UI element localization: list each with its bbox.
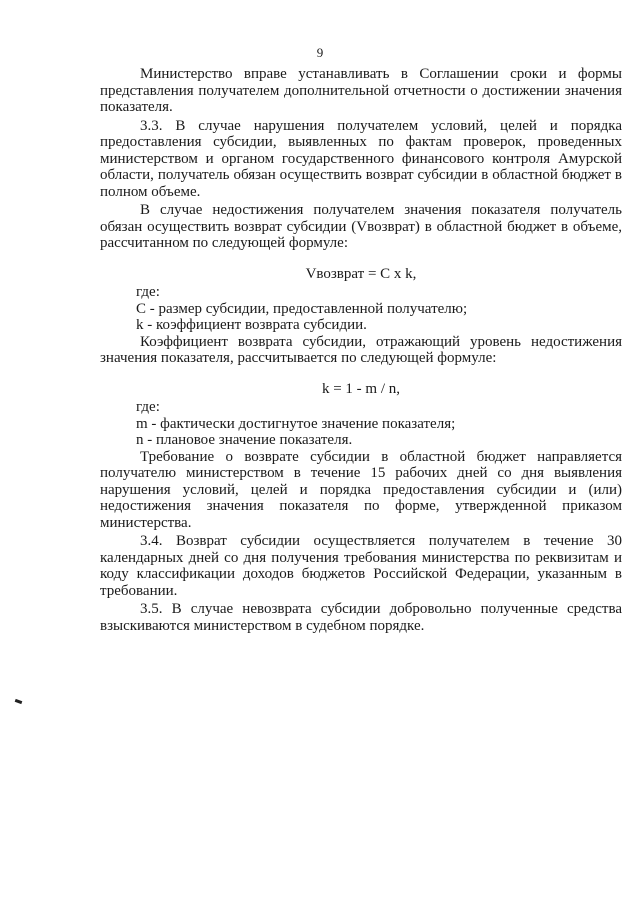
paragraph-reporting-forms: Министерство вправе устанавливать в Соглашении сроки и формы представления получателем дополнительной отчетности о достижении значения показателя.	[100, 66, 622, 115]
scan-mark	[15, 699, 23, 704]
paragraph-return-requirement: Требование о возврате субсидии в областной бюджет направляется получателю министерством в течение 15 рабочих дней со дня выявления нарушения условий, целей и порядка предоставления субсидии и (или) недостижения значения показателя по форме, утвержденной приказом министерства.	[100, 448, 622, 531]
definition-n: n - плановое значение показателя.	[136, 432, 353, 448]
definition-m: m - фактически достигнутое значение показателя;	[136, 415, 456, 432]
paragraph-3-4: 3.4. Возврат субсидии осуществляется получателем в течение 30 календарных дней со дня получения требования министерства по реквизитам и коду классификации доходов бюджетов Российской Федерации, указанным в требовании.	[100, 533, 622, 599]
page-number: 9	[316, 45, 324, 60]
paragraph-3-3: 3.3. В случае нарушения получателем условий, целей и порядка предоставления субсидии, выявленных по фактам проверок, проведенных министерством и органом государственного финансового контроля Амурской области, получатель обязан осуществить возврат субсидии в областной бюджет в полном объеме.	[100, 117, 622, 200]
definition-k: k - коэффициент возврата субсидии.	[136, 317, 367, 333]
where-label-2: где:	[136, 399, 160, 415]
paragraph-return-volume: В случае недостижения получателем значения показателя получатель обязан осуществить возврат субсидии (Vвозврат) в областной бюджет в объеме, рассчитанном по следующей формуле:	[100, 202, 622, 251]
formula-return-volume: Vвозврат = C x k,	[305, 265, 417, 282]
paragraph-coefficient: Коэффициент возврата субсидии, отражающий уровень недостижения значения показателя, рассчитывается по следующей формуле:	[100, 333, 622, 366]
formula-coefficient: k = 1 - m / n,	[321, 380, 401, 397]
document-body	[100, 66, 622, 634]
paragraph-3-5: 3.5. В случае невозврата субсидии добровольно полученные средства взыскиваются министерством в судебном порядке.	[100, 601, 622, 634]
where-label-1: где:	[136, 284, 160, 300]
definition-c: C - размер субсидии, предоставленной получателю;	[136, 300, 468, 317]
